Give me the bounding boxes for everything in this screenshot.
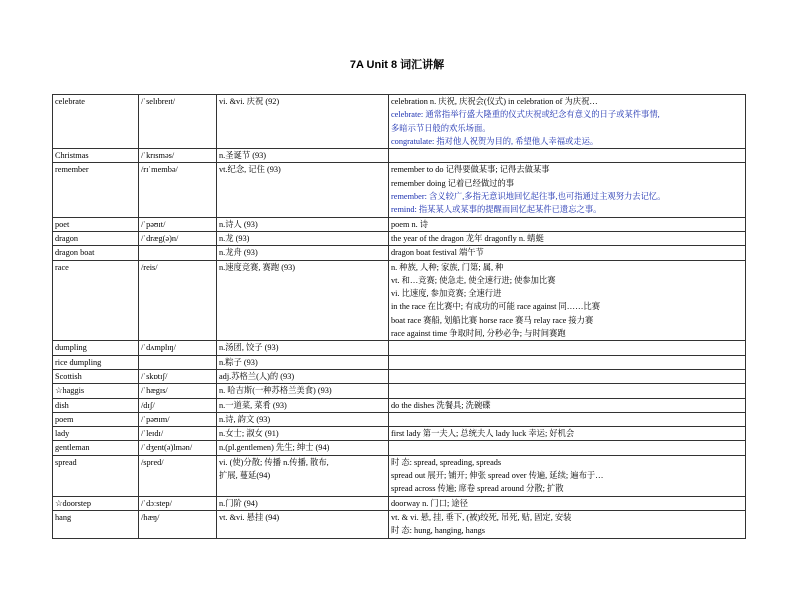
table-row (53, 149, 746, 163)
definition-line: n.门阶 (94) (219, 498, 258, 508)
table-row (53, 163, 746, 217)
note-line: spread across 传遍; 席卷 spread around 分散; 扩散 (391, 484, 564, 494)
word-cell: spread (53, 455, 139, 496)
table-row (53, 355, 746, 369)
table-row (53, 398, 746, 412)
table-row (53, 510, 746, 538)
word-cell: ☆doorstep (53, 496, 139, 510)
notes-cell (389, 369, 746, 383)
table-row (53, 369, 746, 383)
vocabulary-table-body (53, 95, 746, 539)
definition-cell (217, 95, 389, 149)
word-cell: hang (53, 510, 139, 538)
notes-cell (389, 217, 746, 231)
definition-line: n.诗人 (93) (219, 219, 258, 229)
note-line: race against time 争取时间, 分秒必争; 与时间赛跑 (391, 329, 566, 339)
phonetic-cell: /hæŋ/ (139, 510, 217, 538)
definition-cell (217, 441, 389, 455)
word-cell: poem (53, 412, 139, 426)
word-cell: remember (53, 163, 139, 217)
table-row (53, 455, 746, 496)
definition-cell (217, 398, 389, 412)
definition-line: n.一道菜, 菜肴 (93) (219, 400, 287, 410)
definition-cell (217, 231, 389, 245)
word-cell: Christmas (53, 149, 139, 163)
table-row (53, 412, 746, 426)
note-line: first lady 第一夫人; 总统夫人 lady luck 幸运; 好机会 (391, 429, 575, 439)
notes-cell (389, 246, 746, 260)
phonetic-cell: /ˈkrɪsməs/ (139, 149, 217, 163)
word-cell: poet (53, 217, 139, 231)
note-line: remember doing 记着已经做过的事 (391, 178, 515, 188)
definition-line: n.女士; 淑女 (91) (219, 429, 279, 439)
usage-note-line: remind: 指某某人或某事的提醒而回忆起某件已遗忘之事。 (391, 205, 602, 215)
notes-cell (389, 412, 746, 426)
definition-cell (217, 217, 389, 231)
definition-line: n.圣诞节 (93) (219, 151, 267, 161)
word-cell: rice dumpling (53, 355, 139, 369)
phonetic-cell: /ˈpəʊɪt/ (139, 217, 217, 231)
definition-cell (217, 355, 389, 369)
notes-cell (389, 496, 746, 510)
notes-cell (389, 163, 746, 217)
word-cell: celebrate (53, 95, 139, 149)
table-row (53, 95, 746, 149)
word-cell: gentleman (53, 441, 139, 455)
word-cell: dragon (53, 231, 139, 245)
note-line: n. 种族, 人种; 家族, 门第; 属, 种 (391, 262, 504, 272)
definition-cell (217, 412, 389, 426)
notes-cell (389, 455, 746, 496)
definition-line: vi. &vi. 庆祝 (92) (219, 97, 280, 106)
note-line: 时 态: hung, hanging, hangs (391, 526, 486, 536)
note-line: do the dishes 洗餐具; 洗碗碟 (391, 400, 491, 410)
table-row (53, 260, 746, 341)
definition-line: n.诗, 韵文 (93) (219, 414, 271, 424)
word-cell: race (53, 260, 139, 341)
notes-cell (389, 398, 746, 412)
phonetic-cell: /ˈhægɪs/ (139, 384, 217, 398)
definition-line: 扩展, 蔓延(94) (219, 471, 271, 481)
definition-cell (217, 369, 389, 383)
note-line: vt. & vi. 悬, 挂, 垂下, (被)绞死, 吊死, 贴, 固定, 安装 (391, 512, 572, 522)
note-line: celebration n. 庆祝, 庆祝会(仪式) in celebration of 为庆祝… (391, 97, 598, 106)
definition-line: n. 哈吉斯(一种苏格兰美食) (93) (219, 386, 332, 396)
word-cell: dish (53, 398, 139, 412)
definition-line: vt.纪念, 记住 (93) (219, 165, 281, 175)
usage-note-line: celebrate: 通常指举行盛大隆重的仪式庆祝或纪念有意义的日子或某件事情, (391, 110, 660, 120)
notes-cell (389, 355, 746, 369)
vocabulary-table (52, 94, 746, 539)
phonetic-cell: /rɪˈmembə/ (139, 163, 217, 217)
phonetic-cell: /ˈdʒent(ə)lmən/ (139, 441, 217, 455)
table-row (53, 341, 746, 355)
note-line: doorway n. 门口; 途径 (391, 498, 468, 508)
note-line: remember to do 记得要做某事; 记得去做某事 (391, 165, 550, 175)
phonetic-cell (139, 246, 217, 260)
definition-line: n.速度竞赛, 赛跑 (93) (219, 262, 296, 272)
definition-cell (217, 163, 389, 217)
definition-cell (217, 384, 389, 398)
definition-cell (217, 341, 389, 355)
phonetic-cell: /reis/ (139, 260, 217, 341)
table-row (53, 246, 746, 260)
note-line: in the race 在比赛中; 有成功的可能 race against 同……比赛 (391, 302, 600, 312)
note-line: vi. 比速度, 参加竞赛; 全速行进 (391, 289, 502, 299)
definition-cell (217, 149, 389, 163)
notes-cell (389, 384, 746, 398)
table-row (53, 441, 746, 455)
phonetic-cell: /ˈskɒtɪʃ/ (139, 369, 217, 383)
word-cell: ☆haggis (53, 384, 139, 398)
notes-cell (389, 427, 746, 441)
definition-line: n.龙 (93) (219, 233, 250, 243)
notes-cell (389, 231, 746, 245)
usage-note-line: congratulate: 指对他人祝贺为目的, 希望他人幸福或走运。 (391, 136, 599, 146)
definition-line: adj.苏格兰(人)的 (93) (219, 371, 295, 381)
definition-line: vt. &vi. 悬挂 (94) (219, 512, 280, 522)
notes-cell (389, 149, 746, 163)
table-row (53, 231, 746, 245)
note-line: dragon boat festival 端午节 (391, 248, 484, 258)
phonetic-cell: /ˈselɪbreɪt/ (139, 95, 217, 149)
definition-line: n.(pl.gentlemen) 先生; 绅士 (94) (219, 443, 330, 453)
definition-line: vi. (使)分散; 传播 n.传播, 散布, (219, 457, 329, 467)
definition-line: n.龙舟 (93) (219, 248, 258, 258)
phonetic-cell: /ˈleɪdɪ/ (139, 427, 217, 441)
page-title: 7A Unit 8 词汇讲解 (349, 59, 445, 71)
table-row (53, 427, 746, 441)
phonetic-cell: /ˈpəʊɪm/ (139, 412, 217, 426)
note-line: the year of the dragon 龙年 dragonfly n. 蜻蜓 (391, 233, 544, 243)
table-row (53, 496, 746, 510)
definition-cell (217, 427, 389, 441)
word-cell: lady (53, 427, 139, 441)
definition-cell (217, 496, 389, 510)
definition-cell (217, 455, 389, 496)
word-cell: dumpling (53, 341, 139, 355)
phonetic-cell: /ˈdɔːstep/ (139, 496, 217, 510)
definition-line: n.汤团, 饺子 (93) (219, 343, 279, 353)
notes-cell (389, 260, 746, 341)
usage-note-line: remember: 含义较广,多指无意识地回忆起往事,也可指通过主观努力去记忆。 (391, 192, 666, 202)
definition-cell (217, 510, 389, 538)
phonetic-cell: /ˈdʌmplɪŋ/ (139, 341, 217, 355)
usage-note-line: 多暗示节日般的欢乐场面。 (391, 123, 491, 133)
table-row (53, 217, 746, 231)
note-line: boat race 赛船, 划船比赛 horse race 赛马 relay race 接力赛 (391, 315, 594, 325)
definition-line: n.粽子 (93) (219, 357, 258, 367)
definition-cell (217, 246, 389, 260)
table-row (53, 384, 746, 398)
notes-cell (389, 441, 746, 455)
notes-cell (389, 95, 746, 149)
definition-cell (217, 260, 389, 341)
phonetic-cell (139, 355, 217, 369)
word-cell: Scottish (53, 369, 139, 383)
word-cell: dragon boat (53, 246, 139, 260)
note-line: vt. 和…竞赛; 使急走, 使全速行进; 使参加比赛 (391, 275, 556, 285)
notes-cell (389, 510, 746, 538)
phonetic-cell: /ˈdræg(ə)n/ (139, 231, 217, 245)
phonetic-cell: /spred/ (139, 455, 217, 496)
note-line: 时 态: spread, spreading, spreads (391, 457, 502, 467)
note-line: poem n. 诗 (391, 219, 429, 229)
notes-cell (389, 341, 746, 355)
note-line: spread out 展开; 铺开; 伸张 spread over 传遍, 延续; 遍布于… (391, 471, 604, 481)
phonetic-cell: /dɪʃ/ (139, 398, 217, 412)
